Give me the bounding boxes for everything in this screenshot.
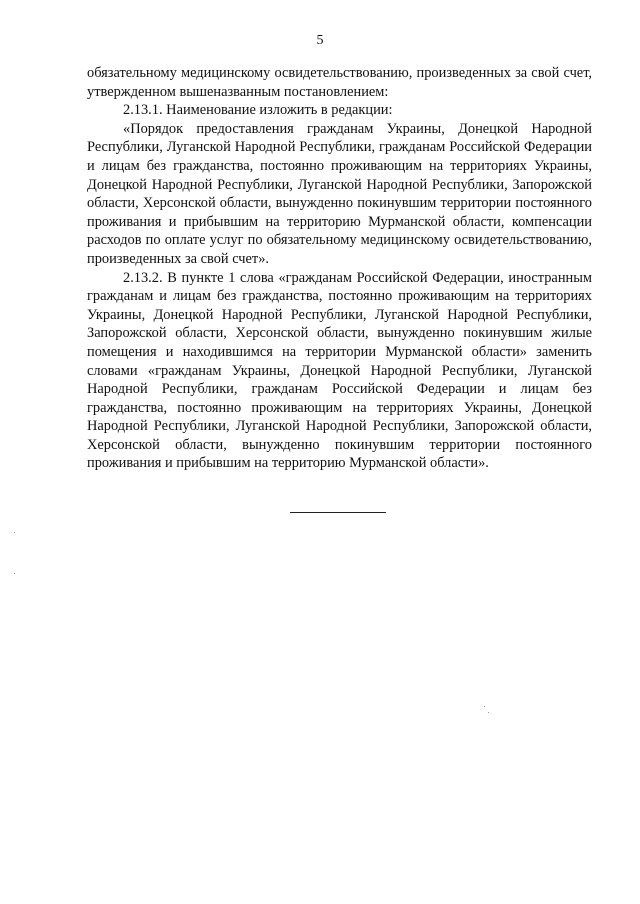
- page-number: 5: [316, 33, 324, 48]
- document-body: [87, 64, 592, 473]
- scan-speck: [14, 573, 15, 574]
- scan-speck: [14, 532, 15, 533]
- scan-speck: [488, 712, 489, 713]
- item-2-13-2-paragraph: 2.13.2. В пункте 1 слова «гражданам Российской Федерации, иностранным гражданам и лицам без гражданства, постоянно проживающим на территориях Украины, Донецкой Народной Республики, Луганской Народной Республики, Запорожской области, Херсонской области, вынужденно покинувшим жилые помещения и находившимся на территории Мурманской области» заменить словами «гражданам Украины, Донецкой Народной Республики, Луганской Народной Республики, гражданам Российской Федерации и лицам без гражданства, постоянно проживающим на территориях Украины, Донецкой Народной Республики, Луганской Народной Республики, Запорожской области, Херсонской области, вынужденно покинувшим территории постоянного проживания и прибывшим на территорию Мурманской области».: [87, 269, 592, 472]
- end-divider-line: [290, 512, 386, 513]
- scan-speck: [484, 706, 485, 707]
- item-2-13-1-quote: «Порядок предоставления гражданам Украины, Донецкой Народной Республики, Луганской Народной Республики, гражданам Российской Федерации и лицам без гражданства, постоянно проживающим на территориях Украины, Донецкой Народной Республики, Луганской Народной Республики, Запорожской области, Херсонской области, вынужденно покинувшим территории постоянного проживания и прибывшим на территорию Мурманской области, компенсации расходов по оплате услуг по обязательному медицинскому освидетельствованию, произведенных за свой счет».: [87, 120, 592, 267]
- continuation-paragraph: обязательному медицинскому освидетельствованию, произведенных за свой счет, утвержденном вышеназванным постановлением:: [87, 65, 592, 100]
- item-2-13-1-heading: 2.13.1. Наименование изложить в редакции:: [123, 102, 393, 119]
